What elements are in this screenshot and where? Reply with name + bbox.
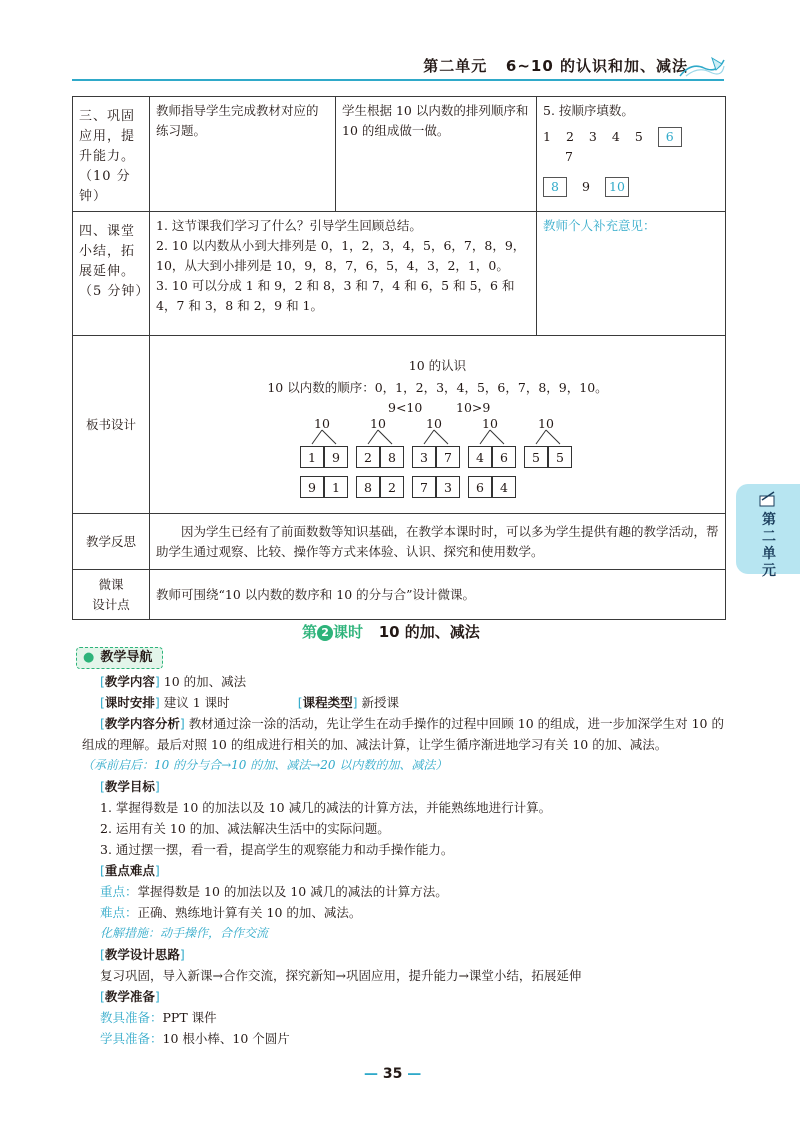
summary-item: 2. 10 以内数从小到大排列是 0，1，2，3，4，5，6，7，8，9，10，从大到小排列是 10，9，8，7，6，5，4，3，2，1，0。 [156, 238, 526, 273]
student-prep-text: 10 根小棒、10 个圆片 [162, 1031, 290, 1046]
table-row-micro [73, 570, 726, 620]
board-cell: 7 [412, 476, 436, 498]
board-cell: 3 [436, 476, 460, 498]
design-text: 复习巩固，导入新课→合作交流，探究新知→巩固应用，提升能力→课堂小结，拓展延伸 [100, 968, 582, 983]
seq-number: 5 [634, 129, 643, 144]
lesson-title-prefix: 第 [302, 623, 318, 641]
board-sequence: 10 以内数的顺序：0，1，2，3，4，5，6，7，8，9，10。 [267, 380, 608, 395]
key-label: [重点难点] [100, 863, 160, 878]
board-cell: 8 [356, 476, 380, 498]
student-activity: 学生根据 10 以内数的排列顺序和 10 的组成做一做。 [336, 97, 537, 212]
content-value: 10 的加、减法 [163, 674, 247, 689]
difficulty-text: 正确、熟练地计算有关 10 的加、减法。 [137, 905, 362, 920]
board-ten: 10 [370, 416, 386, 431]
lesson-title [302, 621, 480, 642]
student-prep-line [100, 1028, 728, 1049]
teacher-activity: 教师指导学生完成教材对应的练习题。 [150, 97, 336, 212]
summary-item: 1. 这节课我们学习了什么？引导学生回顾总结。 [156, 218, 422, 233]
student-prep-prefix: 学具准备： [100, 1031, 163, 1046]
content-line [100, 671, 728, 692]
board-cell: 6 [492, 446, 516, 468]
board-cell: 1 [324, 476, 348, 498]
summary-content [150, 212, 537, 336]
stage-label: 四、课堂小结，拓展延伸。（5 分钟） [73, 212, 150, 336]
key-text: 掌握得数是 10 的加法以及 10 减几的减法的计算方法。 [137, 884, 448, 899]
seq-number: 9 [582, 179, 590, 194]
summary-item: 3. 10 可以分成 1 和 9，2 和 8，3 和 7，4 和 6，5 和 5，6 和 4，7 和 3，8 和 2，9 和 1。 [156, 278, 515, 313]
table-row-summary [73, 212, 726, 336]
micro-label-line2: 设计点 [92, 596, 130, 612]
schedule-value: 建议 1 课时 [163, 695, 230, 710]
difficulty-prefix: 难点： [100, 905, 138, 920]
micro-label-line1: 微课 [98, 576, 124, 592]
prep-label: [教学准备] [100, 989, 160, 1004]
teaching-nav-label: 教学导航 [100, 650, 153, 665]
seq-number: 7 [565, 149, 573, 164]
board-cell: 5 [524, 446, 548, 468]
side-tab-label: 第二单元 [762, 512, 776, 579]
board-cell: 1 [300, 446, 324, 468]
unit-side-tab[interactable] [736, 484, 800, 579]
teacher-note-cell [537, 212, 726, 336]
board-cell: 2 [356, 446, 380, 468]
lesson-info [100, 671, 728, 713]
answer-box: 10 [605, 177, 629, 197]
teaching-nav-badge [76, 647, 163, 669]
number-sequence-line-1 [543, 127, 719, 167]
board-cell: 3 [412, 446, 436, 468]
board-ten: 10 [426, 416, 442, 431]
lesson-title-suffix: 课时 [333, 623, 364, 641]
location-pin-icon: ● [83, 650, 95, 665]
board-cell: 4 [468, 446, 492, 468]
goal-item: 2. 运用有关 10 的加、减法解决生活中的实际问题。 [100, 821, 390, 836]
resolve-note: 化解措施：动手操作，合作交流 [100, 926, 269, 940]
board-cell: 6 [468, 476, 492, 498]
header-unit: 第二单元 [423, 57, 488, 75]
book-ribbon-icon [676, 54, 726, 80]
page-number: — 35 — [364, 1066, 422, 1082]
seq-number: 3 [588, 129, 597, 144]
header-topic: 6~10 的认识和加、减法 [505, 57, 688, 75]
board-label: 板书设计 [73, 336, 150, 514]
board-cell: 2 [380, 476, 404, 498]
board-cell: 7 [436, 446, 460, 468]
board-cell: 5 [548, 446, 572, 468]
type-label: [课程类型] [297, 695, 358, 710]
goal-item: 3. 通过摆一摆，看一看，提高学生的观察能力和动手操作能力。 [100, 842, 454, 857]
lesson-number-badge: 2 [317, 625, 333, 641]
page-number-value: 35 [382, 1066, 403, 1082]
key-prefix: 重点： [100, 884, 138, 899]
teacher-note-label: 教师个人补充意见： [543, 218, 656, 233]
header-divider [72, 79, 724, 81]
lesson-plan-table [72, 96, 726, 620]
board-cell: 4 [492, 476, 516, 498]
teacher-prep-text: PPT 课件 [162, 1010, 217, 1025]
table-row-reflection [73, 514, 726, 570]
teacher-prep-prefix: 教具准备： [100, 1010, 163, 1025]
exercise-cell [537, 97, 726, 212]
board-ten: 10 [314, 416, 330, 431]
analysis-label: [教学内容分析] [100, 716, 185, 731]
micro-text: 教师可围绕“10 以内数的数序和 10 的分与合”设计微课。 [150, 570, 726, 620]
design-label: [教学设计思路] [100, 947, 185, 962]
analysis-text: 教材通过涂一涂的活动，先让学生在动手操作的过程中回顾 10 的组成，进一步加深学生对 10 的组成的理解。最后对照 10 的组成进行相关的加、减法计算，让学生循序渐进地学习有关 10 的加、减法。 [82, 716, 724, 752]
teacher-prep-line [100, 1007, 728, 1028]
goals-section [100, 776, 728, 1049]
analysis-paragraph [82, 713, 728, 755]
board-cell: 9 [300, 476, 324, 498]
board-title: 10 的认识 [408, 358, 467, 373]
answer-box: 6 [658, 127, 682, 147]
schedule-label: [课时安排] [100, 695, 160, 710]
context-note: （承前启后：10 的分与合→10 的加、减法→20 以内数的加、减法） [82, 758, 448, 772]
key-line [100, 881, 728, 902]
seq-number: 4 [611, 129, 620, 144]
board-ten: 10 [538, 416, 554, 431]
table-row-board [73, 336, 726, 514]
goal-item: 1. 掌握得数是 10 的加法以及 10 减几的减法的计算方法，并能熟练地进行计算。 [100, 800, 552, 815]
board-compare-greater: 10>9 [456, 400, 491, 415]
seq-number: 1 [543, 129, 551, 144]
goals-label: [教学目标] [100, 779, 160, 794]
board-ten: 10 [482, 416, 498, 431]
content-label: [教学内容] [100, 674, 160, 689]
lesson-title-text: 10 的加、减法 [378, 623, 480, 641]
board-content [150, 336, 725, 512]
table-row-consolidate [73, 97, 726, 212]
board-cell: 8 [380, 446, 404, 468]
page-header-title [423, 55, 688, 76]
board-design [150, 336, 726, 514]
micro-label [73, 570, 150, 620]
board-cell: 9 [324, 446, 348, 468]
number-sequence-line-2 [543, 177, 719, 197]
pencil-book-icon [758, 490, 778, 508]
schedule-line [100, 692, 728, 713]
stage-label: 三、巩固应用，提升能力。（10 分钟） [73, 97, 150, 212]
answer-box: 8 [543, 177, 567, 197]
seq-number: 2 [565, 129, 574, 144]
board-compare-less: 9<10 [388, 400, 423, 415]
difficulty-line [100, 902, 728, 923]
reflection-text: 因为学生已经有了前面数数等知识基础，在教学本课时时，可以多为学生提供有趣的教学活动，帮助学生通过观察、比较、操作等方式来体验、认识、探究和使用数学。 [150, 514, 726, 570]
reflection-label: 教学反思 [73, 514, 150, 570]
type-value: 新授课 [361, 695, 400, 710]
exercise-title: 5. 按顺序填数。 [543, 103, 634, 118]
